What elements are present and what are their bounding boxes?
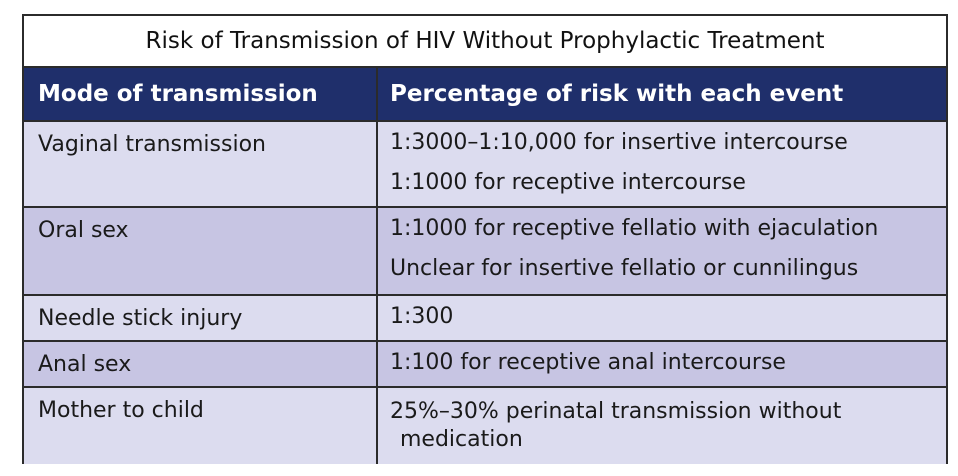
risk-line: 1:1000 for receptive fellatio with ejaculation: [390, 216, 879, 241]
risk-cell: [378, 122, 946, 206]
risk-line: 1:3000–1:10,000 for insertive intercourse: [390, 130, 848, 155]
table-row: [24, 388, 946, 464]
table-header: [24, 68, 946, 122]
risk-cell: [378, 296, 946, 340]
table-row: [24, 342, 946, 388]
risk-line: 1:300: [390, 304, 454, 329]
table-row: [24, 208, 946, 296]
column-header-risk: Percentage of risk with each event: [390, 81, 844, 107]
risk-line: 1:1000 for receptive intercourse: [390, 170, 746, 195]
risk-line: Unclear for insertive fellatio or cunnilingus: [390, 256, 859, 281]
risk-cell: [378, 388, 946, 464]
table-title: Risk of Transmission of HIV Without Prophylactic Treatment: [24, 16, 946, 68]
risk-cell: [378, 342, 946, 386]
mode-cell: Anal sex: [24, 342, 378, 386]
mode-cell: Vaginal transmission: [24, 122, 378, 206]
mode-cell: Mother to child: [24, 388, 378, 464]
risk-line: 1:100 for receptive anal intercourse: [390, 350, 786, 375]
mode-cell: Needle stick injury: [24, 296, 378, 340]
column-header-mode: Mode of transmission: [24, 68, 378, 120]
risk-line: 25%–30% perinatal transmission without: [390, 399, 842, 424]
risk-line: medication: [400, 427, 523, 452]
hiv-risk-table: [22, 14, 948, 464]
mode-cell: Oral sex: [24, 208, 378, 294]
risk-cell: [378, 208, 946, 294]
table-row: [24, 296, 946, 342]
table-row: [24, 122, 946, 208]
